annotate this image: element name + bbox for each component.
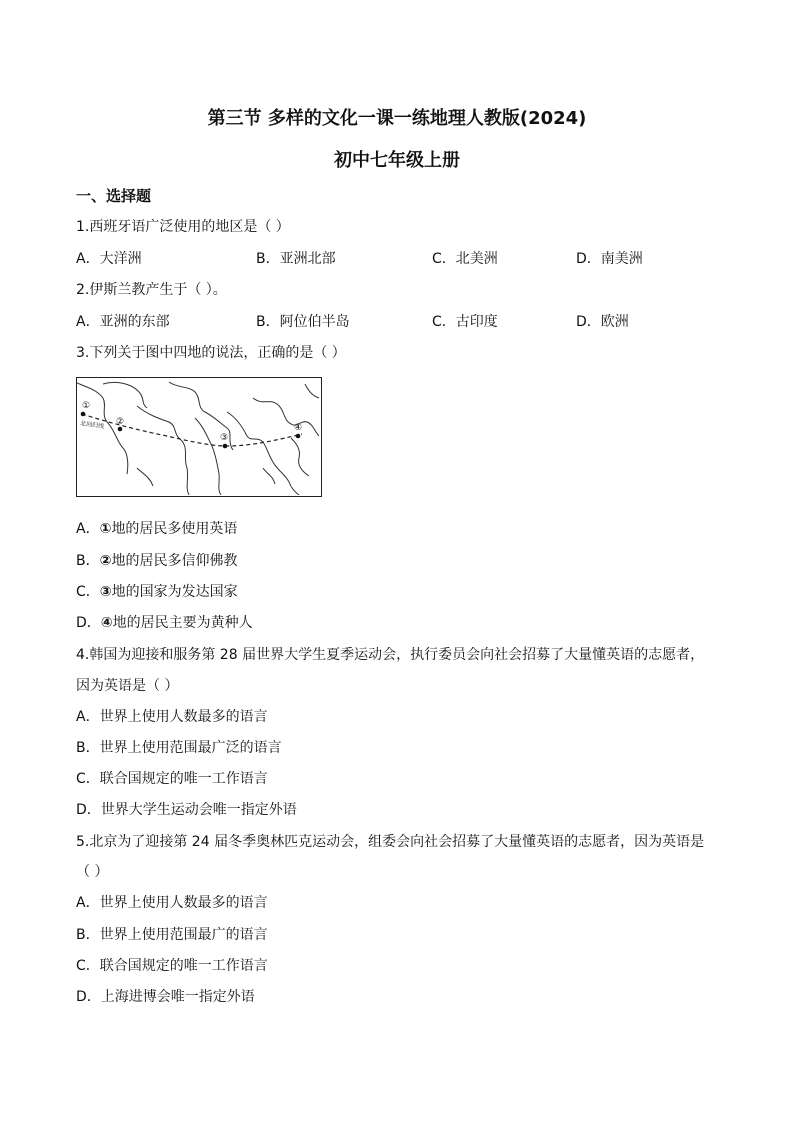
q2-option-b[interactable]: B．阿位伯半岛 [256, 314, 350, 330]
option-marker: ③ [99, 584, 112, 600]
q3-option-c[interactable] [76, 581, 238, 601]
option-prefix: C． [76, 584, 100, 600]
q2-option-a[interactable]: A．亚洲的东部 [76, 314, 170, 330]
q1-option-a[interactable]: A．大洋洲 [76, 251, 142, 267]
option-text: 地的居民主要为黄种人 [112, 615, 253, 631]
q5-option-c[interactable]: C．联合国规定的唯一工作语言 [76, 958, 268, 974]
option-prefix: B． [76, 553, 100, 569]
map-marker-2: ② [116, 417, 125, 427]
q4-option-c[interactable]: C．联合国规定的唯一工作语言 [76, 771, 268, 787]
q4-option-a[interactable]: A．世界上使用人数最多的语言 [76, 709, 268, 725]
q1-option-c[interactable]: C．北美洲 [432, 251, 498, 267]
option-text: 地的居民多使用英语 [111, 521, 238, 537]
question-2-stem: 2.伊斯兰教产生于（ ）。 [76, 282, 227, 298]
question-4-stem-line2: 因为英语是（ ） [76, 678, 179, 694]
world-map-figure [76, 377, 322, 497]
option-prefix: D． [76, 615, 101, 631]
q4-option-d[interactable]: D．世界大学生运动会唯一指定外语 [76, 802, 297, 818]
question-3-stem: 3.下列关于图中四地的说法，正确的是（ ） [76, 345, 346, 361]
page-subtitle: 初中七年级上册 [334, 150, 460, 171]
page-title: 第三节 多样的文化一课一练地理人教版(2024) [207, 108, 587, 129]
question-4-stem-line1: 4.韩国为迎接和服务第 28 届世界大学生夏季运动会，执行委员会向社会招募了大量懂英语的志愿者， [76, 647, 705, 663]
map-marker-1: ① [82, 401, 91, 411]
q1-option-b[interactable]: B．亚洲北部 [256, 251, 336, 267]
tropic-label: 北回归线 [79, 420, 105, 431]
q2-option-d[interactable]: D．欧洲 [576, 314, 629, 330]
q1-option-d[interactable]: D．南美洲 [576, 251, 643, 267]
map-drawing [77, 378, 320, 495]
q3-option-b[interactable] [76, 550, 237, 570]
q5-option-b[interactable]: B．世界上使用范围最广的语言 [76, 927, 268, 943]
section-heading: 一、选择题 [76, 187, 152, 205]
option-text: 地的国家为发达国家 [111, 584, 238, 600]
option-marker: ① [99, 521, 112, 537]
option-text: 地的居民多信仰佛教 [111, 553, 238, 569]
q5-option-d[interactable]: D．上海进博会唯一指定外语 [76, 989, 255, 1005]
option-prefix: A． [76, 521, 100, 537]
option-marker: ② [99, 553, 112, 569]
q2-option-c[interactable]: C．古印度 [432, 314, 498, 330]
map-marker-4: ④ [294, 423, 303, 433]
q5-option-a[interactable]: A．世界上使用人数最多的语言 [76, 895, 268, 911]
q3-option-a[interactable] [76, 518, 237, 538]
map-marker-3: ③ [220, 433, 229, 443]
q4-option-b[interactable]: B．世界上使用范围最广泛的语言 [76, 740, 282, 756]
question-5-stem-line1: 5.北京为了迎接第 24 届冬季奥林匹克运动会，组委会向社会招募了大量懂英语的志愿者，因为英语是 [76, 834, 705, 850]
q3-option-d[interactable] [76, 612, 253, 632]
option-marker: ④ [100, 615, 113, 631]
question-5-stem-line2: （ ） [76, 864, 109, 880]
question-1-stem: 1.西班牙语广泛使用的地区是（ ） [76, 219, 290, 235]
